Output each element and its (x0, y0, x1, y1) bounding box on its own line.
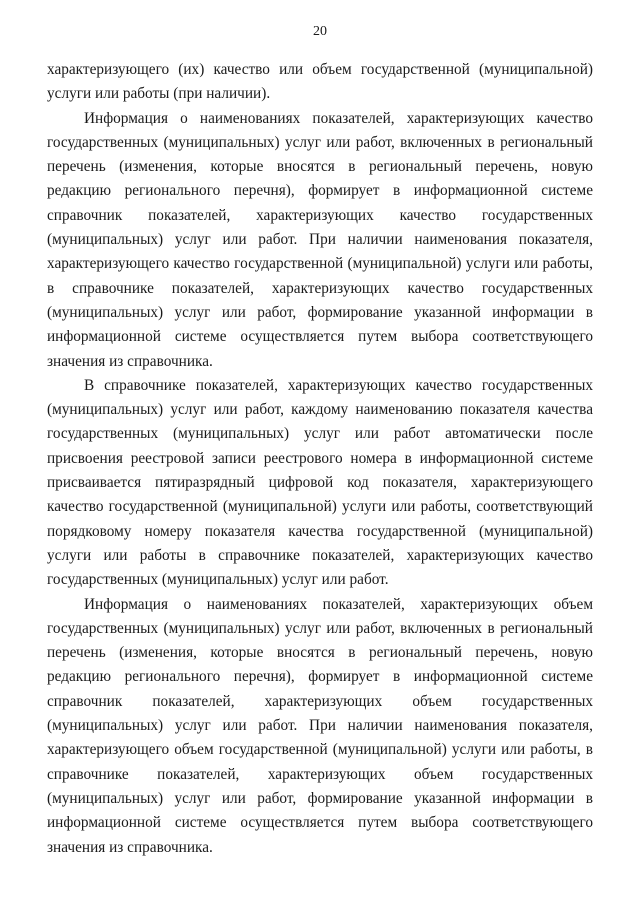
paragraph-continuation: характеризующего (их) качество или объем государственной (муниципальной) услуги или работы (при наличии). (47, 61, 593, 103)
document-body (47, 58, 593, 860)
page-number: 20 (313, 24, 327, 39)
paragraph-quality-indicators: Информация о наименованиях показателей, характеризующих качество государственных (муниципальных) услуг или работ, включенных в региональный перечень (изменения, которые вносятся в региональный перечень, новую редакцию регионального перечня), формирует в информационной системе справочник показателей, характеризующих качество государственных (муниципальных) услуг или работ. При наличии наименования показателя, характеризующего качество государственной (муниципальной) услуги или работы, в справочнике показателей, характеризующих качество государственных (муниципальных) услуг или работ, формирование указанной информации в информационной системе осуществляется путем выбора соответствующего значения из справочника. (47, 109, 593, 370)
paragraph-indicator-code: В справочнике показателей, характеризующих качество государственных (муниципальных) услуг или работ, каждому наименованию показателя качества государственных (муниципальных) услуг или работ автоматически после присвоения реестровой записи реестрового номера в информационной системе присваивается пятиразрядный цифровой код показателя, характеризующего качество государственной (муниципальной) услуги или работы, соответствующий порядковому номеру показателя качества государственной (муниципальной) услуги или работы в справочнике показателей, характеризующих качество государственных (муниципальных) услуг или работ. (47, 376, 593, 589)
paragraph-volume-indicators: Информация о наименованиях показателей, характеризующих объем государственных (муниципальных) услуг или работ, включенных в региональный перечень (изменения, которые вносятся в региональный перечень, новую редакцию регионального перечня), формирует в информационной системе справочник показателей, характеризующих объем государственных (муниципальных) услуг или работ. При наличии наименования показателя, характеризующего объем государственной (муниципальной) услуги или работы, в справочнике показателей, характеризующих объем государственных (муниципальных) услуг или работ, формирование указанной информации в информационной системе осуществляется путем выбора соответствующего значения из справочника. (47, 595, 593, 856)
